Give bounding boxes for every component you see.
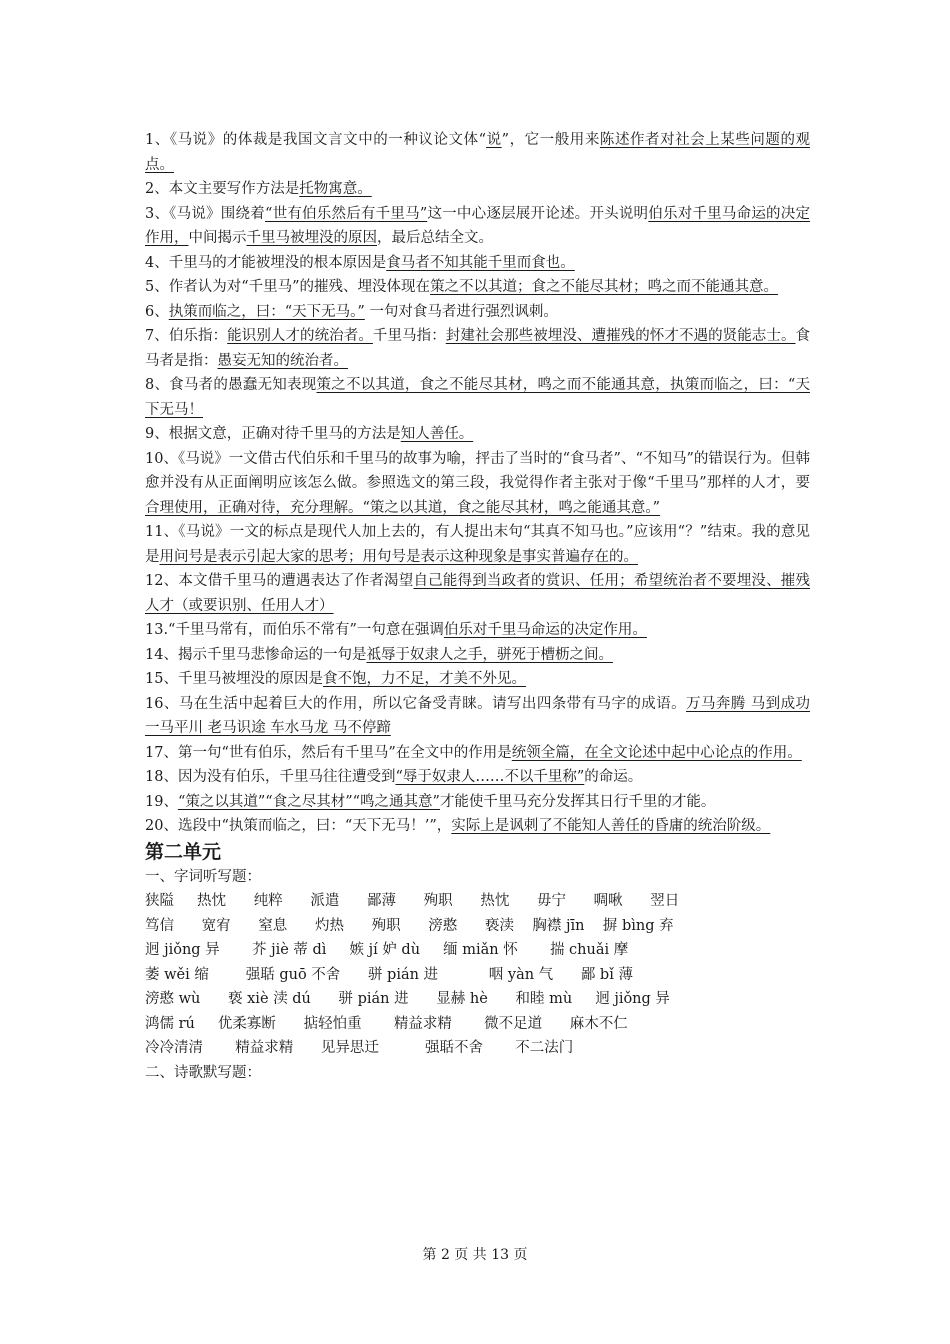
vocab-line: 迥 jiǒng 异 芥 jiè 蒂 dì 嫉 jí 妒 dù 缅 miǎn 怀 揣 chuǎi 摩 <box>145 942 629 958</box>
answer-text: “辱于奴隶人……不以千里称” <box>395 769 585 785</box>
question-text: 13.“千里马常有，而伯乐不常有”一句意在强调 <box>145 622 444 638</box>
vocab-line: 滂憨 wù 亵 xiè 渎 dú 骈 pián 进 显赫 hè 和睦 mù 迥 jiǒng 异 <box>145 991 670 1007</box>
question-q10 <box>145 447 810 521</box>
vocab-line: 狭隘 热忱 纯粹 派遣 鄙薄 殉职 热忱 毋宁 啁啾 翌日 <box>145 893 680 909</box>
question-text: 14、揭示千里马悲惨命运的一句是 <box>145 646 367 663</box>
question-text: ”，它一般用来 <box>501 132 600 148</box>
question-text: 20、选段中“执策而临之，曰：“天下无马！’”， <box>145 818 452 834</box>
answer-text: 说 <box>486 132 502 148</box>
question-text: ，最后总结全文。 <box>377 230 493 246</box>
question-text: 的命运。 <box>584 769 643 785</box>
answer-text: 托物寓意。 <box>299 181 372 197</box>
question-text: 这一中心逐层展开论述。开头说明 <box>427 205 649 222</box>
question-text: 6、 <box>145 303 169 320</box>
page-footer: 第 2 页 共 13 页 <box>422 1247 528 1263</box>
question-q12 <box>145 569 810 618</box>
unit-heading: 第二单元 <box>145 840 222 863</box>
vocab-list <box>145 889 810 1061</box>
question-q6 <box>145 300 810 325</box>
question-text: 一句对食马者进行强烈讽刺。 <box>364 303 558 320</box>
answer-text: 陈述作者对社会上某些问题的观点。 <box>145 132 811 173</box>
question-q9 <box>145 422 810 447</box>
question-q19 <box>145 790 810 815</box>
question-text: 才能使千里马充分发挥其日行千里的才能。 <box>439 793 716 810</box>
answer-text: 统领全篇，在全文论述中起中心论点的作用。 <box>511 744 802 761</box>
question-q1 <box>145 128 810 177</box>
question-text: 12、本文借千里马的遭遇表达了作者渴望 <box>145 573 414 589</box>
page-content <box>145 128 810 1085</box>
vocab-line: 萎 wěi 缩 强聒 guō 不舍 骈 pián 进 咽 yàn 气 鄙 bǐ 薄 <box>145 966 633 983</box>
question-q20 <box>145 814 810 839</box>
question-q7 <box>145 324 810 373</box>
answer-text: 祗辱于奴隶人之手，骈死于槽枥之间。 <box>366 646 613 663</box>
question-q14 <box>145 643 810 668</box>
section1-title: 一、字词听写题： <box>145 868 261 885</box>
question-q3 <box>145 202 810 251</box>
question-text: 11、《马说》一文的标点是现代人加上去的，有人提出末句“其真不知马也。”应该用“？”结束。我的意见是 <box>145 524 810 565</box>
question-text: 10、《马说》一文借古代伯乐和千里马的故事为喻，抨击了当时的“食马者”、“不知马”的错误行为。但韩愈并没有从正面阐明应该怎么做。参照选文的第三段，我觉得作者主张对于像“千里马”那样的人才，要 <box>145 450 810 491</box>
question-q5 <box>145 275 810 300</box>
answer-text: 万马奔腾 马到成功 一马平川 老马识途 车水马龙 马不停蹄 <box>145 695 811 736</box>
answer-text: “世有伯乐然后有千里马” <box>264 205 428 222</box>
question-text: 1、《马说》的体裁是我国文言文中的一种议论文体“ <box>145 132 487 148</box>
question-text: 15、千里马被埋没的原因是 <box>145 671 323 687</box>
question-text: 中间揭示 <box>188 230 247 246</box>
question-text: 5、作者认为对“千里马”的摧残、埋没体现在 <box>145 279 431 295</box>
answer-text: 千里马被埋没的原因 <box>246 230 377 246</box>
answer-text: 策之不以其道；食之不能尽其材；鸣之而不能通其意。 <box>430 279 779 295</box>
question-q18 <box>145 765 810 790</box>
answer-text: 封建社会那些被埋没、遭摧残的怀才不遇的贤能志士。 <box>445 328 796 344</box>
question-q16 <box>145 692 810 741</box>
answer-text: “策之以其道”“食之尽其材”“鸣之通其意” <box>177 793 440 810</box>
question-q4 <box>145 251 810 276</box>
question-q13 <box>145 618 810 643</box>
question-text: 4、千里马的才能被埋没的根本原因是 <box>145 254 387 271</box>
question-text: 17、第一句“世有伯乐，然后有千里马”在全文中的作用是 <box>145 744 512 761</box>
answer-text: 实际上是讽刺了不能知人善任的昏庸的统治阶级。 <box>451 818 771 834</box>
vocab-line: 鸿儒 rú 优柔寡断 掂轻怕重 精益求精 微不足道 麻木不仁 <box>145 1015 628 1032</box>
question-text: 食马者是指： <box>145 328 811 369</box>
answer-text: 伯乐对千里马命运的决定作用。 <box>443 622 647 638</box>
answer-text: 策之不以其道，食之不能尽其材，鸣之而不能通其意，执策而临之，曰：“天下无马！ <box>145 377 810 418</box>
vocab-line: 笃信 宽宥 窒息 灼热 殉职 滂憨 亵渎 胸襟 jīn 摒 bìng 弃 <box>145 917 674 934</box>
question-q2 <box>145 177 810 202</box>
section2-title: 二、诗歌默写题： <box>145 1064 261 1081</box>
vocab-line: 冷冷清清 精益求精 见异思迁 强聒不舍 不二法门 <box>145 1040 574 1056</box>
answer-text: 执策而临之，曰：“天下无马。” <box>168 303 365 320</box>
question-text: 2、本文主要写作方法是 <box>145 181 300 197</box>
answer-text: 伯乐对千里马命运的决定作用， <box>145 205 810 246</box>
question-text: 8、食马者的愚蠢无知表现 <box>145 377 317 393</box>
question-q8 <box>145 373 810 422</box>
question-text: 19、 <box>145 793 178 810</box>
question-q15 <box>145 667 810 692</box>
question-text: 18、因为没有伯乐，千里马往往遭受到 <box>145 769 396 785</box>
answer-text: 用问号是表示引起大家的思考；用句号是表示这种现象是事实普遍存在的。 <box>159 548 638 565</box>
question-q17 <box>145 741 810 766</box>
answer-text: 食不饱，力不足，才美不外见。 <box>322 671 526 687</box>
answer-text: 知人善任。 <box>400 426 474 442</box>
answer-text: 愚妄无知的统治者。 <box>217 352 348 369</box>
answer-text: 能识别人才的统治者。 <box>227 328 373 344</box>
question-text: 16、马在生活中起着巨大的作用，所以它备受青睐。请写出四条带有马字的成语。 <box>145 695 687 712</box>
question-text: 千里马指： <box>372 328 446 344</box>
question-text: 3、《马说》围绕着 <box>145 205 265 222</box>
answer-text: 合理使用，正确对待，充分理解。“策之以其道，食之能尽其材，鸣之能通其意。” <box>145 499 661 516</box>
question-text: 9、根据文意，正确对待千里马的方法是 <box>145 426 401 442</box>
answer-text: 自己能得到当政者的赏识、任用；希望统治者不要埋没、摧残人才（或要识别、任用人才） <box>145 573 811 614</box>
question-list <box>145 128 810 839</box>
question-q11 <box>145 520 810 569</box>
question-text: 7、伯乐指： <box>145 328 228 344</box>
answer-text: 食马者不知其能千里而食也。 <box>386 254 575 271</box>
